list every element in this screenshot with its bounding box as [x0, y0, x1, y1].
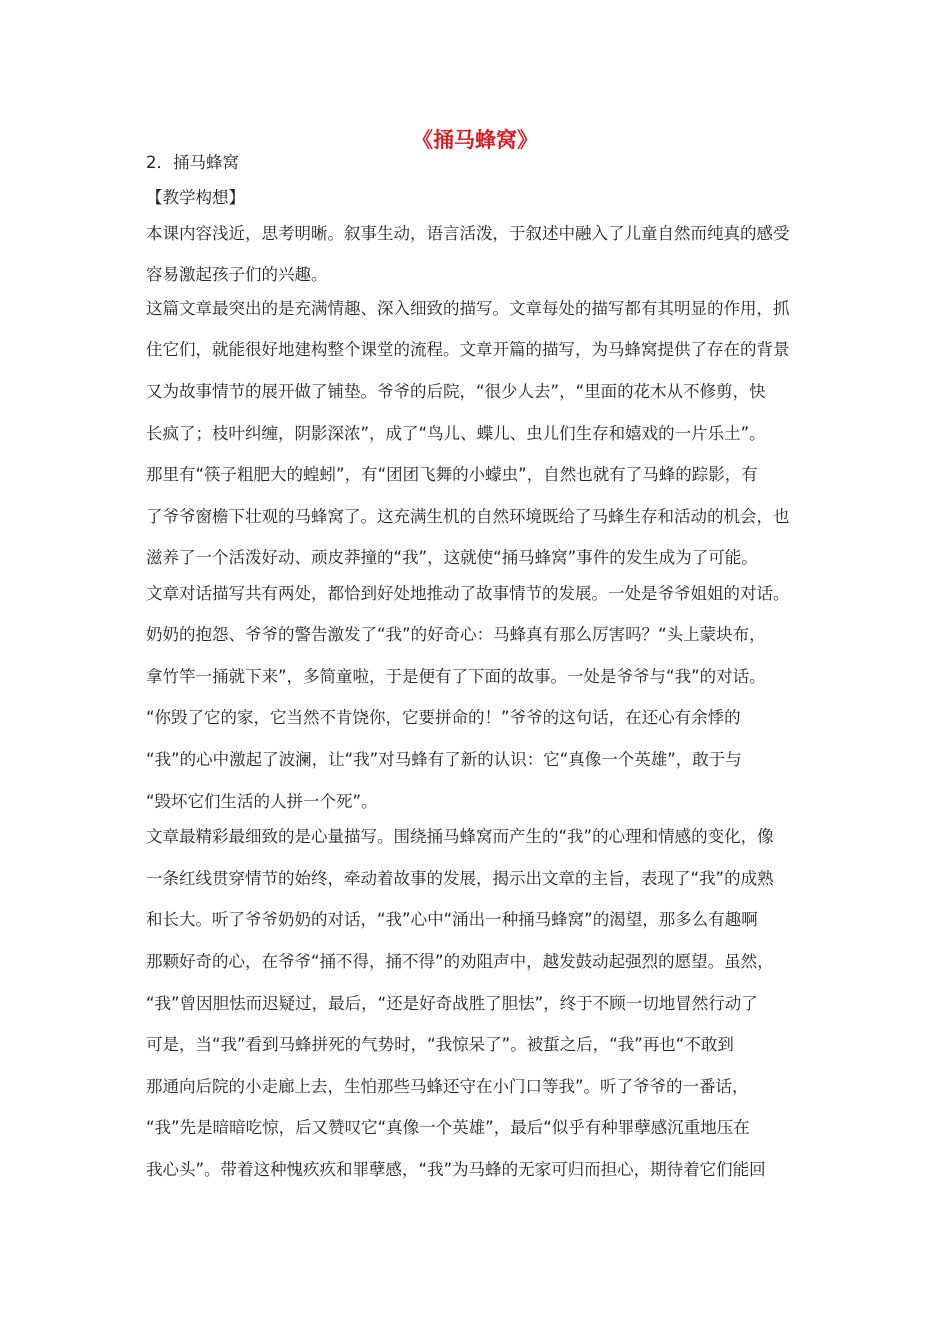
paragraph-line: “我”曾因胆怯而迟疑过，最后，“还是好奇战胜了胆怯”，终于不顾一切地冒然行动了 [146, 994, 758, 1013]
paragraph-line: “我”的心中激起了波澜，让“我”对马蜂有了新的认识：它“真像一个英雄”，敢于与 [146, 750, 742, 769]
paragraph-line: 那通向后院的小走廊上去，生怕那些马蜂还守在小门口等我”。听了爷爷的一番话， [146, 1077, 749, 1096]
paragraph-line: 长疯了；枝叶纠缠，阴影深浓”，成了“鸟儿、蝶儿、虫儿们生存和嬉戏的一片乐土”。 [146, 424, 766, 443]
paragraph-line: 文章对话描写共有两处，都恰到好处地推动了故事情节的发展。一处是爷爷姐姐的对话。 [146, 584, 790, 603]
paragraph-line: 奶奶的抱怨、爷爷的警告激发了“我”的好奇心：马蜂真有那么厉害吗？“头上蒙块布， [146, 625, 766, 644]
paragraph-line: 一条红线贯穿情节的始终，牵动着故事的发展，揭示出文章的主旨，表现了“我”的成熟 [146, 869, 774, 888]
paragraph-line: “你毁了它的家，它当然不肯饶你，它要拼命的！”爷爷的这句话，在还心有余悸的 [146, 708, 741, 727]
paragraph-line: 住它们，就能很好地建构整个课堂的流程。文章开篇的描写，为马蜂窝提供了存在的背景 [146, 340, 790, 359]
paragraph-line: 了爷爷窗檐下壮观的马蜂窝了。这充满生机的自然环境既给了马蜂生存和活动的机会，也 [146, 507, 790, 526]
paragraph-line: 本课内容浅近，思考明晰。叙事生动，语言活泼，于叙述中融入了儿童自然而纯真的感受 [146, 224, 790, 243]
paragraph-line: 滋养了一个活泼好动、顽皮莽撞的“我”，这就使“捅马蜂窝”事件的发生成为了可能。 [146, 548, 758, 567]
page-title: 《捅马蜂窝》 [412, 128, 538, 152]
paragraph-line: 文章最精彩最细致的是心量描写。围绕捅马蜂窝而产生的“我”的心理和情感的变化，像 [146, 827, 774, 846]
paragraph-line: 这篇文章最突出的是充满情趣、深入细致的描写。文章每处的描写都有其明显的作用，抓 [146, 299, 790, 318]
paragraph-line: 和长大。听了爷爷奶奶的对话，“我”心中“涌出一种捅马蜂窝”的渴望，那多么有趣啊 [146, 910, 758, 929]
paragraph-line: 可是，当“我”看到马蜂拼死的气势时，“我惊呆了”。被蜇之后，“我”再也“不敢到 [146, 1035, 734, 1054]
paragraph-line: 那颗好奇的心，在爷爷“捅不得，捅不得”的劝阻声中，越发鼓动起强烈的愿望。虽然， [146, 952, 774, 971]
paragraph-line: 又为故事情节的展开做了铺垫。爷爷的后院，“很少人去”，“里面的花木从不修剪，快 [146, 382, 766, 401]
section-heading: 2．捅马蜂窝 [146, 153, 239, 172]
paragraph-line: 那里有“筷子粗肥大的蝗蚓”，有“团团飞舞的小蠓虫”，自然也就有了马蜂的踪影，有 [146, 465, 758, 484]
paragraph-line: “我”先是暗暗吃惊，后又赞叹它“真像一个英雄”，最后“似乎有种罪孽感沉重地压在 [146, 1118, 750, 1137]
paragraph-line: 我心头”。带着这种愧疚疚和罪孽感，“我”为马蜂的无家可归而担心，期待着它们能回 [146, 1160, 766, 1179]
paragraph-line: “毁坏它们生活的人拼一个死”。 [146, 792, 378, 811]
subsection-heading: 【教学构想】 [146, 188, 245, 207]
paragraph-line: 拿竹竿一捅就下来”，多简童啦，于是便有了下面的故事。一处是爷爷与“我”的对话。 [146, 667, 766, 686]
paragraph-line: 容易激起孩子们的兴趣。 [146, 265, 328, 284]
